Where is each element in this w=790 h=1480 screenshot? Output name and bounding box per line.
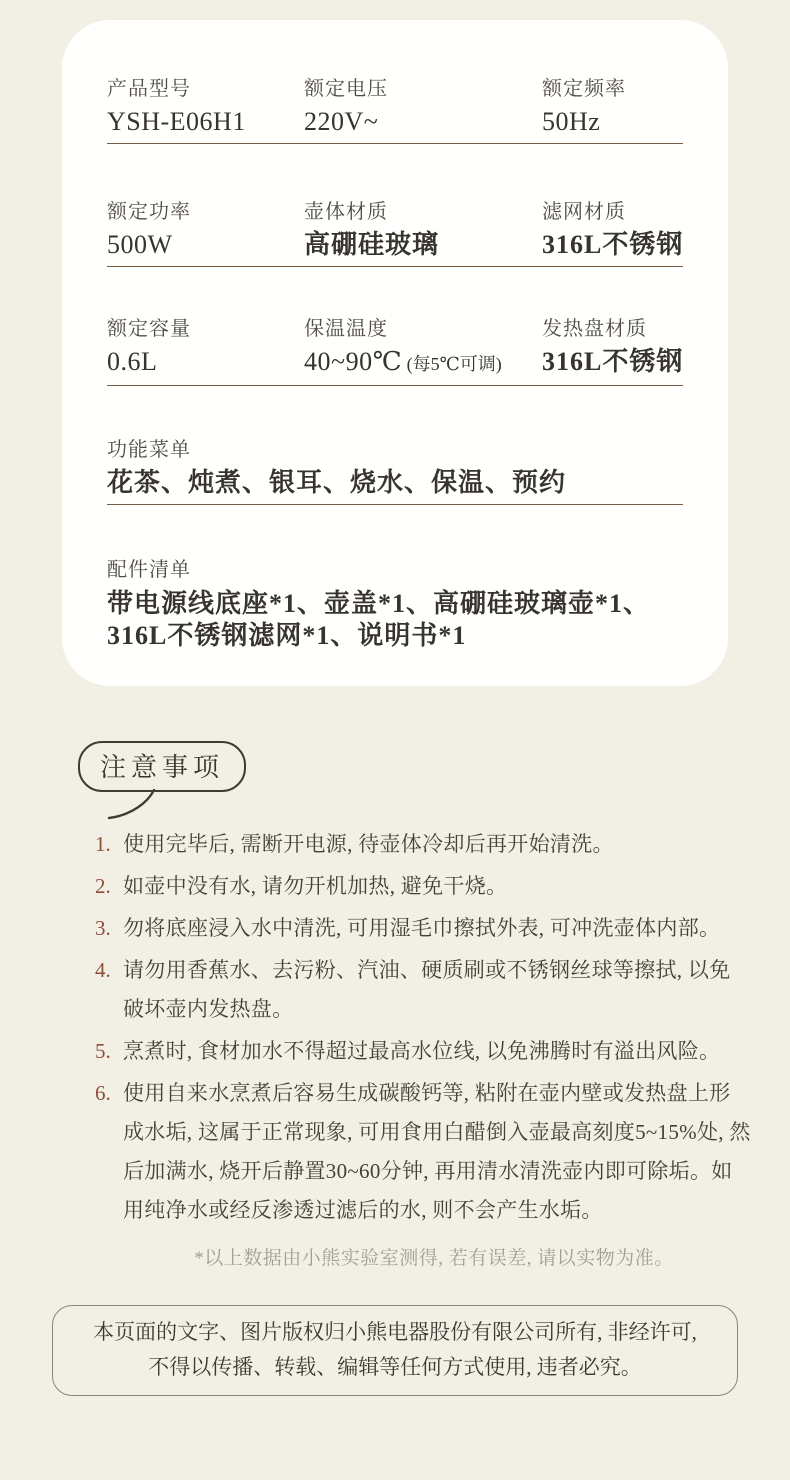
spec-row-function-menu [107, 386, 683, 505]
spec-row-capacity-keepwarm-plate [107, 267, 683, 386]
spec-row-accessories [107, 505, 683, 666]
notice-list [95, 825, 751, 1230]
spec-cell-voltage [304, 77, 542, 137]
spec-cell-power [107, 200, 304, 260]
notice-item [95, 825, 751, 864]
notice-item-number: 2. [95, 874, 111, 898]
spec-cell-heating-plate [542, 317, 683, 379]
spec-label: 保温温度 [304, 318, 388, 340]
notice-item-text: 请勿用香蕉水、去污粉、汽油、硬质刷或不锈钢丝球等擦拭, 以免破坏壶内发热盘。 [123, 958, 731, 1021]
spec-value: YSH-E06H1 [107, 107, 246, 136]
notice-item-number: 4. [95, 958, 111, 982]
notice-item [95, 909, 751, 948]
notice-title: 注意事项 [100, 753, 225, 782]
spec-value: 316L不锈钢 [542, 347, 684, 376]
spec-label: 额定功率 [107, 201, 191, 223]
spec-label: 功能菜单 [107, 439, 191, 461]
spec-label: 发热盘材质 [542, 318, 647, 340]
lab-data-disclaimer: *以上数据由小熊实验室测得, 若有误差, 请以实物为准。 [194, 1248, 674, 1269]
notice-item-text: 如壶中没有水, 请勿开机加热, 避免干烧。 [123, 874, 508, 898]
spec-label: 配件清单 [107, 559, 191, 581]
copyright-line1: 本页面的文字、图片版权归小熊电器股份有限公司所有, 非经许可, [93, 1320, 697, 1344]
spec-cell-model [107, 77, 304, 137]
notice-item-text: 使用完毕后, 需断开电源, 待壶体冷却后再开始清洗。 [123, 832, 614, 856]
spec-row-power-body-filter [107, 144, 683, 267]
spec-cell-frequency [542, 77, 683, 137]
notice-item-number: 6. [95, 1081, 111, 1105]
copyright-box [52, 1305, 738, 1396]
spec-value: 50Hz [542, 107, 601, 136]
notice-item-text: 勿将底座浸入水中清洗, 可用湿毛巾擦拭外表, 可冲洗壶体内部。 [123, 916, 721, 940]
spec-label: 滤网材质 [542, 201, 626, 223]
product-spec-page [0, 20, 790, 1480]
notice-section [78, 741, 790, 1270]
spec-cell-capacity [107, 317, 304, 379]
notice-item-number: 1. [95, 832, 111, 856]
notice-item-text: 使用自来水烹煮后容易生成碳酸钙等, 粘附在壶内壁或发热盘上形成水垢, 这属于正常现象, 可用食用白醋倒入壶最高刻度5~15%处, 然后加满水, 烧开后静置30~60分钟, 再用清水清洗壶内即可除垢。如用纯净水或经反渗透过滤后的水, 则不会产生水垢。 [123, 1081, 751, 1222]
notice-item-number: 3. [95, 916, 111, 940]
spec-cell-filter-material [542, 200, 683, 260]
spec-value [304, 347, 542, 379]
spec-label: 额定容量 [107, 318, 191, 340]
spec-value: 220V~ [304, 107, 379, 136]
spec-value: 带电源线底座*1、壶盖*1、高硼硅玻璃壶*1、316L不锈钢滤网*1、说明书*1 [107, 589, 651, 650]
spec-value: 0.6L [107, 347, 158, 376]
speech-bubble-tail [106, 789, 162, 821]
spec-value: 316L不锈钢 [542, 230, 684, 259]
spec-row-model-voltage-frequency [107, 20, 683, 144]
copyright-line2: 不得以传播、转载、编辑等任何方式使用, 违者必究。 [148, 1355, 642, 1379]
notice-item [95, 867, 751, 906]
spec-value: 高硼硅玻璃 [304, 230, 440, 259]
notice-item [95, 1032, 751, 1071]
spec-label: 额定电压 [304, 78, 388, 100]
spec-card [62, 20, 728, 686]
spec-value: 花茶、炖煮、银耳、烧水、保温、预约 [107, 468, 567, 497]
spec-cell-body-material [304, 200, 542, 260]
spec-value: 500W [107, 230, 173, 259]
notice-item-text: 烹煮时, 食材加水不得超过最高水位线, 以免沸腾时有溢出风险。 [123, 1039, 721, 1063]
temp-range: 40~90℃ [304, 347, 403, 376]
spec-label: 产品型号 [107, 78, 191, 100]
temp-note: (每5℃可调) [402, 354, 502, 374]
notice-title-bubble [78, 741, 246, 792]
spec-label: 额定频率 [542, 78, 626, 100]
spec-label: 壶体材质 [304, 201, 388, 223]
notice-item [95, 1074, 751, 1230]
notice-item [95, 951, 751, 1029]
notice-item-number: 5. [95, 1039, 111, 1063]
spec-cell-keepwarm-temp [304, 317, 542, 379]
